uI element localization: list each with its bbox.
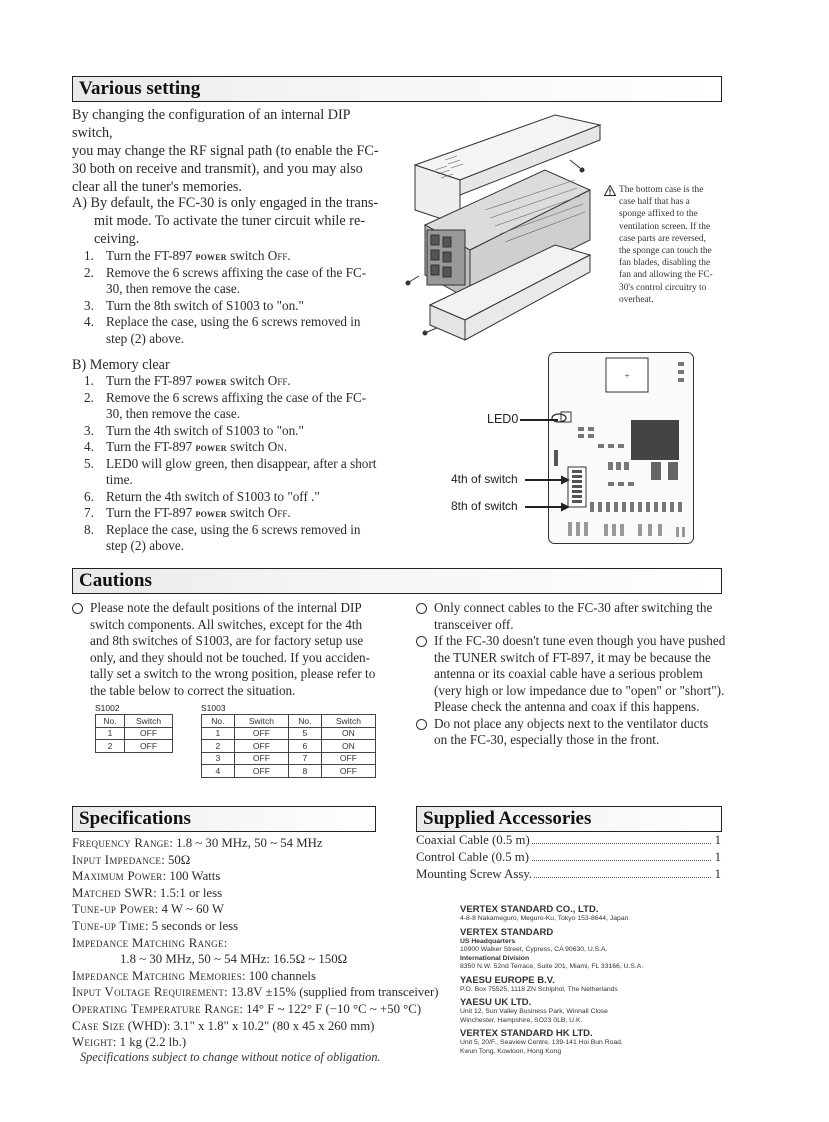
switch8-label: 8th of switch (451, 499, 518, 513)
step-text: Turn the FT-897 power switch Off. (106, 248, 291, 263)
spec-key: Input Impedance (72, 852, 162, 867)
accessories-header (416, 806, 722, 832)
various-setting-header (72, 76, 722, 102)
company-name: YAESU EUROPE B.V. (460, 974, 555, 986)
step-number: 8. (84, 521, 94, 537)
spec-value: : 5 seconds or less (144, 919, 239, 933)
case-exploded-illustration (405, 100, 605, 350)
accessory-qty: 1 (714, 850, 721, 864)
step-number: 3. (84, 297, 94, 313)
step-text: Turn the 4th switch of S1003 to "on." (106, 422, 304, 438)
spec-value: : 1 kg (2.2 lb.) (112, 1035, 187, 1050)
bullet-circle-icon (416, 603, 427, 614)
bullet-circle-icon (72, 603, 83, 614)
step-text: Replace the case, using the 6 screws removed in step (2) above. (106, 314, 361, 346)
spec-key: Tune-up Time (72, 919, 145, 933)
accessory-row (416, 849, 721, 866)
various-setting-title: Various setting (79, 78, 201, 99)
spec-key: Maximum Power (72, 869, 163, 884)
spec-key: Frequency Range (72, 836, 170, 850)
accessory-row (416, 866, 721, 883)
spec-key: Matched SWR (72, 885, 154, 900)
spec-key: Input Voltage Requirement (72, 985, 225, 1000)
step-number: 6. (84, 488, 94, 504)
step-text: LED0 will glow green, then disappear, after a short time. (106, 455, 377, 487)
specifications-title: Specifications (79, 808, 191, 829)
company-name: VERTEX STANDARD (460, 926, 554, 938)
address-block: VERTEX STANDARD US Headquarters 10900 Walker Street, Cypress, CA 90630, U.S.A. International Division 8350 N.W. 52nd Terrace, Suite 201, Miami, FL 33166, U.S.A. (460, 926, 644, 970)
bullet-circle-icon (416, 636, 427, 647)
step-text: Turn the FT-897 power switch Off. (106, 505, 291, 520)
section-b-heading: B) Memory clear (72, 357, 170, 373)
spec-key: Impedance Matching Range (72, 935, 224, 950)
caution-item: Only connect cables to the FC-30 after switching the transceiver off. (416, 600, 726, 633)
address-block: VERTEX STANDARD CO., LTD. 4-8-8 Nakameguro, Meguro-Ku, Tokyo 153-8644, Japan (460, 904, 629, 922)
spec-key: Tune-up Power (72, 902, 155, 917)
company-name: VERTEX STANDARD CO., LTD. (460, 904, 599, 915)
step-number: 2. (84, 264, 94, 280)
step-number: 7. (84, 505, 94, 520)
accessory-qty: 1 (714, 867, 721, 881)
s1002-table: No. Switch 1 OFF 2 OFF (95, 714, 173, 753)
bullet-circle-icon (416, 719, 427, 730)
step-text: Remove the 6 screws affixing the case of the FC- 30, then remove the case. (106, 389, 367, 421)
step-number: 3. (84, 422, 94, 438)
spec-value: : 4 W ~ 60 W (154, 902, 224, 917)
spec-value: : 13.8V ±15% (supplied from transceiver) (224, 985, 439, 1000)
caution-item: If the FC-30 doesn't tune even though you have pushed the TUNER switch of FT-897, it may be because the antenna or its coaxial cable have a serious problem (very high or low impedance due to "open" or "short"). Please check the antenna and coax if this happens. (416, 633, 726, 716)
switch4-label: 4th of switch (451, 472, 518, 486)
company-name: YAESU UK LTD. (460, 997, 532, 1008)
spec-value: : (223, 935, 228, 950)
switch4-arrow (525, 475, 570, 485)
led0-arrow (520, 419, 558, 421)
address-block: YAESU UK LTD. Unit 12, Sun Valley Business Park, Winnall Close Winchester, Hampshire, SO23 0LB, U.K. (460, 997, 608, 1024)
step-text: Remove the 6 screws affixing the case of the FC- 30, then remove the case. (106, 264, 367, 296)
spec-value: : 14° F ~ 122° F (−10 °C ~ +50 °C) (239, 1002, 422, 1016)
spec-value: : 1.8 ~ 30 MHz, 50 ~ 54 MHz (169, 836, 323, 850)
spec-value: 1.8 ~ 30 MHz, 50 ~ 54 MHz: 16.5Ω ~ 150Ω (120, 952, 348, 967)
step-number: 1. (84, 248, 94, 263)
caution-left: Please note the default positions of the internal DIP switch components. All switches, except for the 4th and 8th switches of S1003, are for factory setup use only, and they should not be touched. If you acciden- tally set a switch to the wrong position, please refer to the table below to correct the situation. (72, 600, 392, 699)
caution-right (416, 600, 726, 749)
step-number: 2. (84, 389, 94, 405)
spec-key: Case Size (72, 1018, 125, 1033)
address-block: VERTEX STANDARD HK LTD. Unit 5, 20/F., Seaview Centre, 139-141 Hoi Bun Road, Kwun Tong, Kowloon, Hong Kong (460, 1028, 623, 1055)
spec-value: : 50Ω (161, 852, 191, 867)
spec-key: Operating Temperature Range (72, 1002, 240, 1016)
accessories-title: Supplied Accessories (423, 808, 592, 829)
address-block: YAESU EUROPE B.V. P.O. Box 75525, 1118 ZN Schiphol, The Netherlands (460, 974, 618, 993)
accessory-name: Mounting Screw Assy. (416, 867, 533, 881)
step-text: Replace the case, using the 6 screws removed in step (2) above. (106, 521, 361, 553)
specifications-header (72, 806, 376, 832)
spec-key: Impedance Matching Memories (72, 968, 243, 983)
company-name: VERTEX STANDARD HK LTD. (460, 1028, 593, 1039)
svg-text:+: + (624, 371, 630, 381)
cautions-title: Cautions (79, 570, 152, 591)
section-a-heading: A) By default, the FC-30 is only engaged in the trans- mit mode. To activate the tuner circuit while re- ceiving. (72, 195, 379, 247)
cautions-header (72, 568, 722, 594)
various-intro: By changing the configuration of an internal DIP switch, you may change the RF signal path (to enable the FC- 30 both on receive and transmit), and you may also clear all the tuner's memories. (72, 107, 379, 195)
step-number: 4. (84, 439, 94, 454)
pcb-illustration (548, 352, 694, 544)
warning-icon (604, 185, 616, 196)
spec-value: : 100 channels (242, 968, 316, 983)
step-text: Return the 4th switch of S1003 to "off ." (106, 488, 320, 504)
accessory-row (416, 832, 721, 849)
step-text: Turn the FT-897 power switch Off. (106, 373, 291, 388)
caution-item: Do not place any objects next to the ventilator ducts on the FC-30, especially those in the front. (416, 716, 726, 749)
step-text: Turn the FT-897 power switch On. (106, 439, 288, 454)
spec-row (72, 1033, 186, 1052)
led0-label: LED0 (487, 412, 519, 426)
s1003-table-block: S1003 No. Switch No. Switch 1 OFF 5 ON 2 OFF 6 ON 3 OFF 7 OFF 4 OFF 8 OFF (201, 703, 376, 778)
switch8-arrow (525, 502, 570, 512)
spec-value: : 100 Watts (162, 869, 221, 884)
step-number: 5. (84, 455, 94, 471)
step-number: 4. (84, 314, 94, 329)
s1002-table-block: S1002 No. Switch 1 OFF 2 OFF (95, 703, 173, 753)
accessory-name: Coaxial Cable (0.5 m) (416, 833, 530, 847)
spec-note: Specifications subject to change without notice of obligation. (80, 1050, 381, 1064)
spec-value: : 1.5:1 or less (153, 885, 223, 900)
step-number: 1. (84, 373, 94, 388)
spec-value: (WHD): 3.1" x 1.8" x 10.2" (80 x 45 x 260 mm) (124, 1018, 375, 1033)
warning-note: The bottom case is the case half that has a sponge affixed to the ventilation screen. If the case parts are reversed, the sponge can touch the fan blades, disabling the fan and allowing the FC- 30's control circuitry to overheat. (619, 185, 713, 305)
accessory-name: Control Cable (0.5 m) (416, 850, 530, 864)
s1003-table: No. Switch No. Switch 1 OFF 5 ON 2 OFF 6 ON 3 OFF 7 OFF 4 OFF 8 OFF (201, 714, 376, 778)
accessory-qty: 1 (714, 833, 721, 847)
spec-key: Weight (72, 1035, 113, 1050)
step-text: Turn the 8th switch of S1003 to "on." (106, 297, 304, 313)
